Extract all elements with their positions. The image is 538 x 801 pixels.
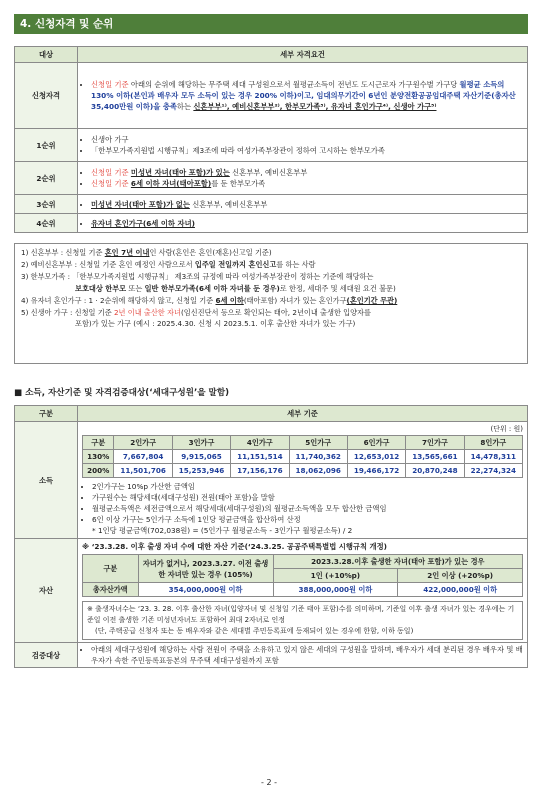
table-header-criteria: 세부 기준 [78,406,528,422]
asset-row-label: 총자산가액 [83,583,139,597]
asset-header-category: 구분 [83,555,139,583]
asset-title: ※ ‘23.3.28. 이후 출생 자녀 수에 대한 자산 기준(‘24.3.25. 공공주택특별법 시행규칙 개정) [82,542,387,551]
table-header-detail: 세부 자격요건 [78,47,528,63]
income-header-cell: 2인가구 [114,436,172,450]
footnote-3: 3) 한부모가족 : 「한부모가족지원법 시행규칙」 제3조의 규정에 따라 여성가족부장관이 정하는 기준에 해당하는 보호대상 한부모 또는 일반 한부모가족(6세 이하 자녀를 둔 경우)로 한정, 세대주 및 세대원 요건 불문) [21,272,396,293]
asset-value: 422,000,000원 이하 [398,583,523,597]
asset-note: ※ 출생자녀수는 ‘23. 3. 28. 이후 출산한 자녀(입양자녀 및 신청일 기준 태아 포함)수를 의미하며, 기준일 이후 출생 자녀가 있는 경우에는 기준일 이전 출생한 기존 미성년자녀도 포함하여 최대 2자녀로 인정 [87,605,515,624]
income-header-cell: 4인가구 [231,436,289,450]
list-item: • 「한부모가족지원법 시행규칙」제3조에 따라 여성가족부장관이 정하여 고시하는 한부모가족 [91,145,524,156]
rank3-detail: • 미성년 자녀(태아 포함)가 없는 신혼부부, 예비신혼부부 [78,195,528,214]
asset-value: 388,000,000원 이하 [273,583,398,597]
income-header-cell: 8인가구 [464,436,522,450]
income-detail [78,422,528,539]
footnote-1: 1) 신혼부부 : 신청일 기준 혼인 7년 이내인 사람(혼인은 혼인(재혼)신고일 기준) [21,248,272,257]
table-header-category: 구분 [15,406,78,422]
income-cell: 15,253,946 [172,464,230,478]
rank4-detail: • 유자녀 혼인가구(6세 이하 자녀) [78,214,528,233]
asset-table [82,554,523,597]
income-cell: 22,274,324 [464,464,522,478]
row-label-income: 소득 [15,422,78,539]
rank1-detail [78,129,528,162]
income-cell: 13,565,661 [406,450,464,464]
income-cell: 200% [83,464,114,478]
subsection-title: ■ 소득, 자산기준 및 자격검증대상(‘세대구성원’을 말함) [14,388,230,398]
row-label-eligibility: 신청자격 [15,63,78,129]
asset-header-one: 1인 (+10%p) [273,569,398,583]
asset-note: (단, 주택공급 신청자 또는 동 배우자와 같은 세대별 주민등록표에 등재되어 있는 경우에 한함, 이하 동일) [95,627,414,635]
income-header-cell: 3인가구 [172,436,230,450]
income-cell: 12,653,012 [347,450,405,464]
income-cell: 17,156,176 [231,464,289,478]
income-header-cell: 6인가구 [347,436,405,450]
income-header-cell: 구분 [83,436,114,450]
footnote-5: 5) 신생아 가구 : 신청일 기준 2년 이내 출산한 자녀(임신진단서 등으로 확인되는 태아, 2년이내 출생한 입양자를 포함)가 있는 가구 (예시 : 2025.4.30. 신청 시 2023.5.1. 이후 출산한 자녀가 있는 가구) [21,308,371,329]
income-cell: 130% [83,450,114,464]
eligibility-table [14,46,528,233]
income-header-cell: 5인가구 [289,436,347,450]
footnote-4: 4) 유자녀 혼인가구 : 1 · 2순위에 해당하지 않고, 신청일 기준 6세 이하(태아포함) 자녀가 있는 혼인가구(혼인기간 무관) [21,295,398,305]
criteria-table [14,405,528,668]
list-item: • 6인 이상 가구는 5인가구 소득에 1인당 평균금액을 합산하여 산정 [92,514,523,525]
income-header-cell: 7인가구 [406,436,464,450]
income-cell: 7,667,804 [114,450,172,464]
row-label-rank1: 1순위 [15,129,78,162]
income-cell: 9,915,065 [172,450,230,464]
section-title: 4. 신청자격 및 순위 [14,14,528,34]
income-cell: 14,478,311 [464,450,522,464]
income-cell: 19,466,172 [347,464,405,478]
list-item: • 가구원수는 해당세대(세대구성원) 전원(태아 포함)을 말함 [92,492,523,503]
footnote-2: 2) 예비신혼부부 : 신청일 기준 혼인 예정인 사람으로서 입주일 전일까지 혼인신고를 하는 사람 [21,260,316,270]
income-cell: 11,740,362 [289,450,347,464]
unit-label: (단위 : 원) [490,425,523,433]
page-number: - 2 - [261,778,277,787]
list-item: • 2인가구는 10%p 가산한 금액임 [92,481,523,492]
income-cell: 18,062,096 [289,464,347,478]
row-label-rank3: 3순위 [15,195,78,214]
income-cell: 11,501,706 [114,464,172,478]
list-item: • 신생아 가구 [91,134,524,145]
table-header-target: 대상 [15,47,78,63]
list-item: • 월평균소득액은 세전금액으로서 해당세대(세대구성원)의 월평균소득액을 모두 합산한 금액임 [92,503,523,514]
income-table [82,435,523,478]
asset-header-after: 2023.3.28.이후 출생한 자녀(태아 포함)가 있는 경우 [273,555,522,569]
asset-value: 354,000,000원 이하 [138,583,273,597]
row-label-verify: 검증대상 [15,643,78,668]
asset-detail [78,539,528,643]
asset-header-none: 자녀가 없거나, 2023.3.27. 이전 출생한 자녀만 있는 경우 (105%) [138,555,273,583]
asset-note-box [82,601,523,640]
footnotes-box [14,243,528,364]
asset-header-two: 2인 이상 (+20%p) [398,569,523,583]
income-cell: 20,870,248 [406,464,464,478]
row-label-rank4: 4순위 [15,214,78,233]
verify-detail: • 아래의 세대구성원에 해당하는 사람 전원이 주택을 소유하고 있지 않은 세대의 구성원을 말하며, 배우자가 세대 분리된 경우 배우자 및 배우자가 속한 주민등록표등본의 무주택 세대구성원까지 포함 [78,643,528,668]
eligibility-detail: • 신청일 기준 아래의 순위에 해당하는 무주택 세대 구성원으로서 월평균소득이 전년도 도시근로자 가구원수별 가구당 월평균 소득의 130% 이하(본인과 배우자 모두 소득이 있는 경우 200% 이하)이고, 임대의무기간이 6년인 분양전환공공임대주택 자산기준(총자산 35,400만원 이하)을 충족하는 신혼부부¹⁾, 예비신혼부부²⁾, 한부모가족³⁾, 유자녀 혼인가구⁴⁾, 신생아 가구⁵⁾ [78,63,528,129]
row-label-rank2: 2순위 [15,162,78,195]
row-label-asset: 자산 [15,539,78,643]
formula-note: * 1인당 평균금액(702,038원) = (5인가구 월평균소득 - 3인가구 월평균소득) / 2 [92,526,353,535]
income-cell: 11,151,514 [231,450,289,464]
rank2-detail: • 신청일 기준 미성년 자녀(태아 포함)가 있는 신혼부부, 예비신혼부부 • 신청일 기준 6세 이하 자녀(태아포함)를 둔 한부모가족 [78,162,528,195]
